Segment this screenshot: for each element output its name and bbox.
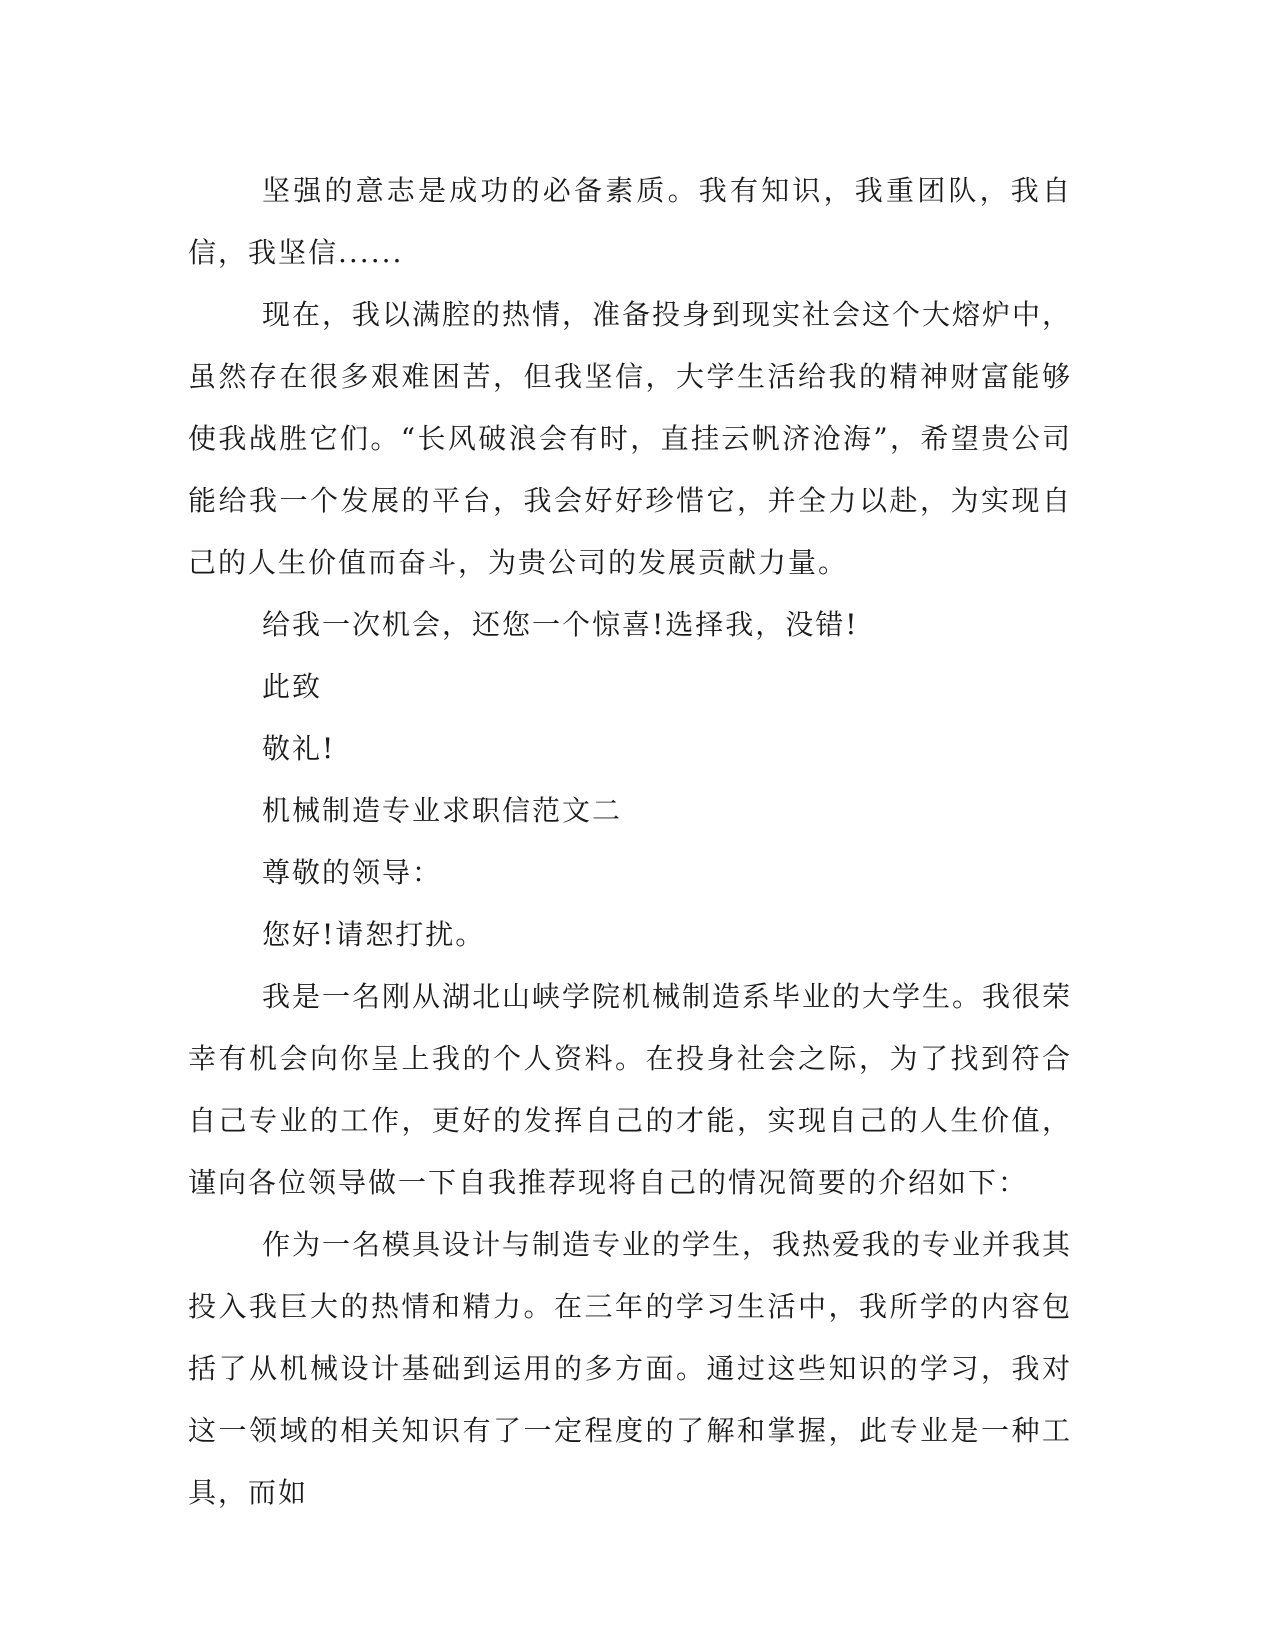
closing-jingli: 敬礼!: [262, 732, 336, 765]
closing-cizhi: 此致: [262, 670, 323, 703]
paragraph-major: 作为一名模具设计与制造专业的学生，我热爱我的专业并我其投入我巨大的热情和精力。在三年的学习生活中，我所学的内容包括了从机械设计基础到运用的多方面。通过这些知识的学习，我对这一领域的相关知识有了一定程度的了解和掌握，此专业是一种工具，而如: [188, 1228, 1073, 1509]
paragraph-willpower: 坚强的意志是成功的必备素质。我有知识，我重团队，我自信，我坚信......: [188, 174, 1072, 269]
section-title: 机械制造专业求职信范文二: [262, 794, 623, 827]
paragraph-chance: 给我一次机会，还您一个惊喜!选择我，没错!: [262, 608, 859, 641]
paragraph-passion: 现在，我以满腔的热情，准备投身到现实社会这个大熔炉中，虽然存在很多艰难困苦，但我坚信，大学生活给我的精神财富能够使我战胜它们。“长风破浪会有时，直挂云帆济沧海”，希望贵公司能给我一个发展的平台，我会好好珍惜它，并全力以赴，为实现自己的人生价值而奋斗，为贵公司的发展贡献力量。: [188, 298, 1073, 579]
document-body: [188, 160, 1072, 1524]
greeting: 您好!请恕打扰。: [262, 918, 486, 951]
salutation: 尊敬的领导：: [262, 856, 443, 889]
paragraph-introduction: 我是一名刚从湖北山峡学院机械制造系毕业的大学生。我很荣幸有机会向你呈上我的个人资料。在投身社会之际，为了找到符合自己专业的工作，更好的发挥自己的才能，实现自己的人生价值，谨向各位领导做一下自我推荐现将自己的情况简要的介绍如下：: [188, 980, 1073, 1199]
